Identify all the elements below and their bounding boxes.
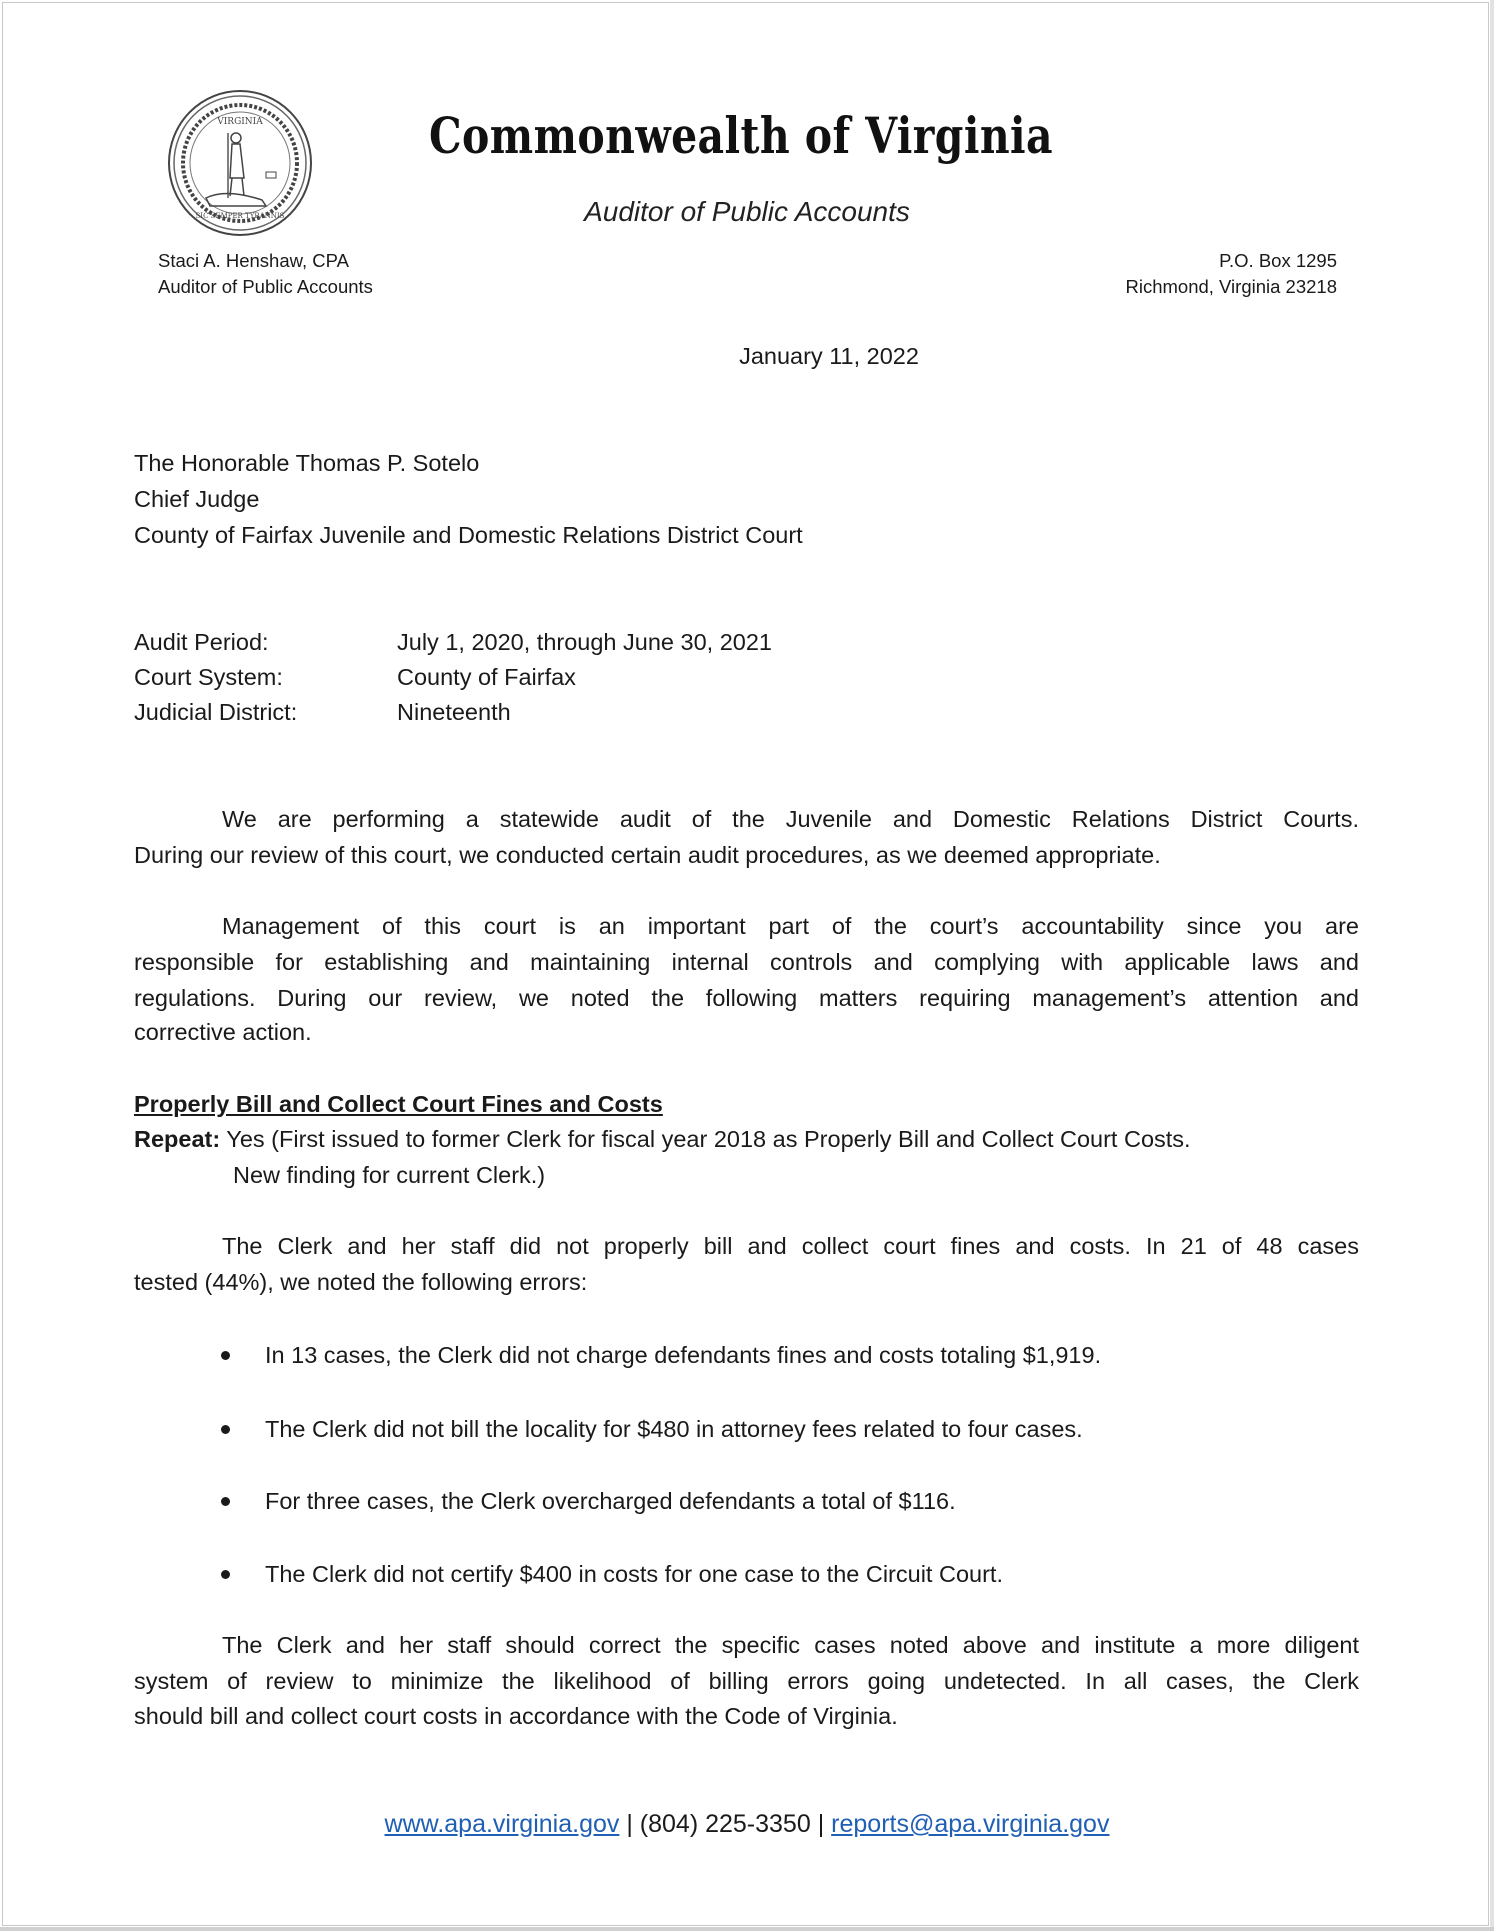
finding-heading: Properly Bill and Collect Court Fines and Costs — [134, 1091, 663, 1117]
paragraph-1-line-1: We are performing a statewide audit of the Juvenile and Domestic Relations District Courts. — [222, 806, 1359, 832]
svg-text:SIC SEMPER TYRANNIS: SIC SEMPER TYRANNIS — [195, 212, 285, 220]
address-line-2: Richmond, Virginia 23218 — [1125, 276, 1337, 297]
repeat-text: Yes (First issued to former Clerk for fiscal year 2018 as Properly Bill and Collect Court Costs. — [226, 1126, 1191, 1152]
phone-number: (804) 225-3350 — [639, 1810, 811, 1838]
recommendation-line-3: should bill and collect court costs in accordance with the Code of Virginia. — [134, 1703, 898, 1729]
letter-date: January 11, 2022 — [739, 343, 919, 369]
audit-period-value: July 1, 2020, through June 30, 2021 — [397, 629, 772, 655]
finding-bullet-2: The Clerk did not bill the locality for $480 in attorney fees related to four cases. — [265, 1416, 1083, 1442]
recipient-court: County of Fairfax Juvenile and Domestic Relations District Court — [134, 522, 803, 548]
audit-period-label: Audit Period: — [134, 629, 269, 655]
finding-repeat-line-1 — [134, 1124, 1191, 1154]
finding-intro-line-2: tested (44%), we noted the following errors: — [134, 1269, 588, 1295]
recommendation-line-1: The Clerk and her staff should correct the specific cases noted above and institute a more diligent — [222, 1632, 1359, 1658]
judicial-district-value: Nineteenth — [397, 699, 511, 725]
recipient-title: Chief Judge — [134, 486, 260, 512]
judicial-district-label: Judicial District: — [134, 699, 298, 725]
paragraph-2-line-3: regulations. During our review, we noted the following matters requiring management’s attention and — [134, 985, 1359, 1011]
website-link[interactable]: www.apa.virginia.gov — [384, 1810, 620, 1838]
finding-bullet-1: In 13 cases, the Clerk did not charge defendants fines and costs totaling $1,919. — [265, 1342, 1102, 1368]
bullet-icon — [221, 1570, 230, 1579]
email-link[interactable]: reports@apa.virginia.gov — [831, 1810, 1110, 1838]
letterhead-subtitle: Auditor of Public Accounts — [584, 196, 910, 227]
letterhead-title: Commonwealth of Virginia — [429, 106, 1054, 165]
finding-bullet-3: For three cases, the Clerk overcharged defendants a total of $116. — [265, 1488, 956, 1514]
repeat-label: Repeat: — [134, 1126, 221, 1152]
bullet-icon — [221, 1497, 230, 1506]
paragraph-2-line-2: responsible for establishing and maintaining internal controls and complying with applicable laws and — [134, 949, 1359, 975]
sender-title: Auditor of Public Accounts — [158, 276, 373, 297]
bullet-icon — [221, 1425, 230, 1434]
page-edge — [1490, 0, 1494, 1931]
recommendation-line-2: system of review to minimize the likelihood of billing errors going undetected. In all cases, the Clerk — [134, 1668, 1359, 1694]
paragraph-1-line-2: During our review of this court, we conducted certain audit procedures, as we deemed appropriate. — [134, 842, 1161, 868]
paragraph-2-line-4: corrective action. — [134, 1019, 312, 1045]
court-system-value: County of Fairfax — [397, 664, 576, 690]
footer-separator: | — [817, 1810, 825, 1838]
page-edge-bottom — [0, 1927, 1494, 1931]
finding-repeat-line-2: New finding for current Clerk.) — [233, 1162, 546, 1188]
finding-intro-line-1: The Clerk and her staff did not properly bill and collect court fines and costs. In 21 of 48 cases — [222, 1233, 1359, 1259]
recipient-name: The Honorable Thomas P. Sotelo — [134, 450, 480, 476]
finding-bullet-4: The Clerk did not certify $400 in costs for one case to the Circuit Court. — [265, 1561, 1003, 1587]
bullet-icon — [221, 1351, 230, 1360]
court-system-label: Court System: — [134, 664, 283, 690]
footer-separator: | — [626, 1810, 633, 1838]
paragraph-2-line-1: Management of this court is an important part of the court’s accountability since you are — [222, 913, 1359, 939]
footer-contact — [0, 1808, 1494, 1840]
address-line-1: P.O. Box 1295 — [1219, 250, 1337, 271]
svg-text:VIRGINIA: VIRGINIA — [217, 117, 263, 127]
sender-name: Staci A. Henshaw, CPA — [158, 250, 349, 271]
